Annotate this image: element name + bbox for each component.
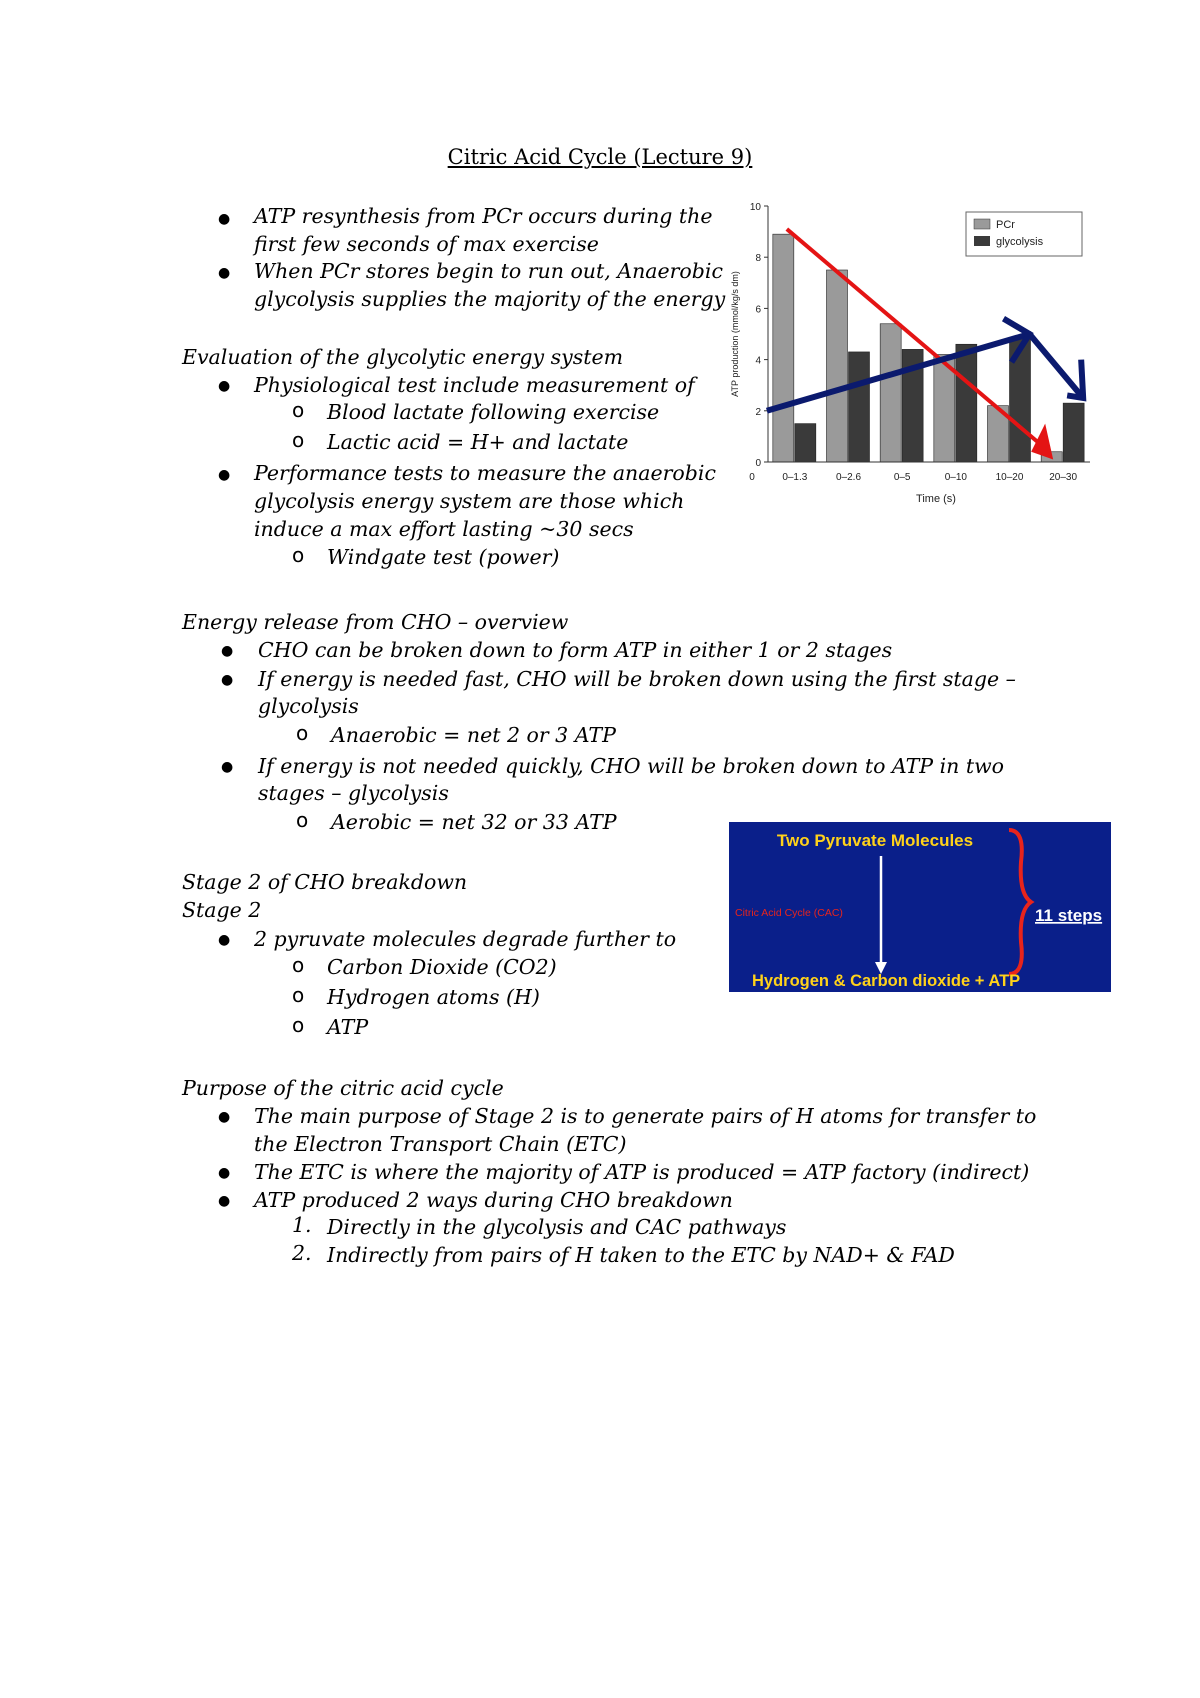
s3-b2-line2: glycolysis — [258, 694, 359, 718]
diagram-steps-label: 11 steps — [1035, 906, 1103, 925]
s3-heading: Energy release from CHO – overview — [182, 610, 569, 634]
bar-pcr-0 — [773, 234, 794, 462]
y-tick-label: 0 — [755, 458, 761, 469]
bullet-icon: ● — [218, 467, 231, 483]
y-tick-label: 2 — [755, 406, 761, 418]
x-tick-label: 20–30 — [1049, 472, 1078, 483]
circle-bullet-icon: o — [292, 543, 305, 567]
s4-sub3: ATP — [327, 1015, 369, 1039]
legend-label-glycolysis: glycolysis — [996, 236, 1044, 248]
s2-b1: Physiological test include measurement of — [254, 373, 695, 397]
bullet-icon: ● — [221, 672, 234, 688]
chart-xlabel: Time (s) — [916, 493, 956, 505]
x-tick-label: 0–10 — [944, 472, 967, 483]
s3-b3-line1: If energy is not needed quickly, CHO will be broken down to ATP in two — [258, 754, 1004, 778]
citric-acid-cycle-diagram — [729, 822, 1111, 992]
bar-glycolysis-5 — [1063, 403, 1084, 462]
s4-sub1: Carbon Dioxide (CO2) — [327, 955, 557, 979]
s4-sub2: Hydrogen atoms (H) — [327, 985, 540, 1009]
s4-heading1: Stage 2 of CHO breakdown — [182, 870, 468, 894]
bullet-icon: ● — [218, 1193, 231, 1209]
chart-ylabel: ATP production (mmol/kg/s dm) — [730, 271, 740, 397]
bullet-icon: ● — [218, 211, 231, 227]
s1-b2-line2: glycolysis supplies the majority of the energy — [254, 287, 726, 311]
s5-b1-line2: the Electron Transport Chain (ETC) — [254, 1132, 627, 1156]
s2-b1-sub1: Blood lactate following exercise — [327, 400, 660, 424]
bullet-icon: ● — [218, 265, 231, 281]
y-tick-label: 10 — [749, 202, 761, 213]
diagram-middle-label: Citric Acid Cycle (CAC) — [735, 907, 843, 919]
s1-b1-line2: first few seconds of max exercise — [254, 232, 599, 256]
s3-b1: CHO can be broken down to form ATP in either 1 or 2 stages — [258, 638, 893, 662]
atp-production-chart — [728, 196, 1100, 508]
bullet-icon: ● — [221, 759, 234, 775]
bullet-icon: ● — [218, 1109, 231, 1125]
s4-b1: 2 pyruvate molecules degrade further to — [254, 927, 677, 951]
circle-bullet-icon: o — [296, 721, 309, 745]
s5-num2: Indirectly from pairs of H taken to the ETC by NAD+ & FAD — [327, 1243, 955, 1267]
bullet-icon: ● — [218, 1165, 231, 1181]
s1-b2-line1: When PCr stores begin to run out, Anaerobic — [254, 259, 723, 283]
s4-heading2: Stage 2 — [182, 898, 262, 922]
numbered-marker: 1. — [292, 1213, 312, 1237]
s3-b2-line1: If energy is needed fast, CHO will be broken down using the first stage – — [258, 667, 1016, 691]
bullet-icon: ● — [218, 378, 231, 394]
legend-label-pcr: PCr — [996, 219, 1015, 231]
bullet-icon: ● — [218, 932, 231, 948]
legend-box — [966, 212, 1082, 256]
s2-b2-line3: induce a max effort lasting ~30 secs — [254, 517, 634, 541]
x-tick-label: 0–2.6 — [835, 472, 862, 483]
y-tick-label: 8 — [755, 253, 761, 265]
numbered-marker: 2. — [292, 1241, 312, 1265]
s2-b2-sub1: Windgate test (power) — [327, 545, 560, 569]
s2-b1-sub2: Lactic acid = H+ and lactate — [327, 430, 629, 454]
x-tick-label: 0–1.3 — [782, 472, 808, 483]
s3-b2-sub: Anaerobic = net 2 or 3 ATP — [331, 723, 616, 747]
s5-b3: ATP produced 2 ways during CHO breakdown — [254, 1188, 733, 1212]
circle-bullet-icon: o — [292, 1013, 305, 1037]
circle-bullet-icon: o — [292, 983, 305, 1007]
circle-bullet-icon: o — [296, 808, 309, 832]
bar-glycolysis-0 — [795, 424, 816, 462]
y-tick-label: 4 — [755, 355, 761, 367]
s5-heading: Purpose of the citric acid cycle — [182, 1076, 504, 1100]
x-origin-label: 0 — [749, 472, 755, 483]
page-title: Citric Acid Cycle (Lecture 9) — [447, 145, 753, 169]
bar-pcr-2 — [880, 324, 901, 462]
s5-b2: The ETC is where the majority of ATP is produced = ATP factory (indirect) — [254, 1160, 1030, 1184]
bar-pcr-1 — [827, 270, 848, 462]
x-tick-label: 0–5 — [893, 472, 911, 483]
s2-heading: Evaluation of the glycolytic energy system — [182, 345, 624, 369]
circle-bullet-icon: o — [292, 953, 305, 977]
s5-b1-line1: The main purpose of Stage 2 is to generate pairs of H atoms for transfer to — [254, 1104, 1037, 1128]
x-tick-label: 10–20 — [995, 472, 1024, 483]
s3-b3-sub: Aerobic = net 32 or 33 ATP — [331, 810, 617, 834]
y-tick-label: 6 — [755, 304, 761, 316]
legend-swatch-pcr — [974, 219, 990, 229]
diagram-top-label: Two Pyruvate Molecules — [776, 831, 974, 850]
bullet-icon: ● — [221, 643, 234, 659]
s2-b2-line1: Performance tests to measure the anaerobic — [254, 461, 716, 485]
circle-bullet-icon: o — [292, 398, 305, 422]
s3-b3-line2: stages – glycolysis — [258, 781, 449, 805]
legend-swatch-glycolysis — [974, 236, 990, 246]
s1-b1-line1: ATP resynthesis from PCr occurs during the — [254, 204, 713, 228]
s5-num1: Directly in the glycolysis and CAC pathways — [327, 1215, 787, 1239]
s2-b2-line2: glycolysis energy system are those which — [254, 489, 685, 513]
diagram-bottom-label: Hydrogen & Carbon dioxide + ATP — [752, 972, 1021, 990]
bar-glycolysis-3 — [956, 344, 977, 462]
circle-bullet-icon: o — [292, 428, 305, 452]
bar-glycolysis-1 — [849, 352, 870, 462]
